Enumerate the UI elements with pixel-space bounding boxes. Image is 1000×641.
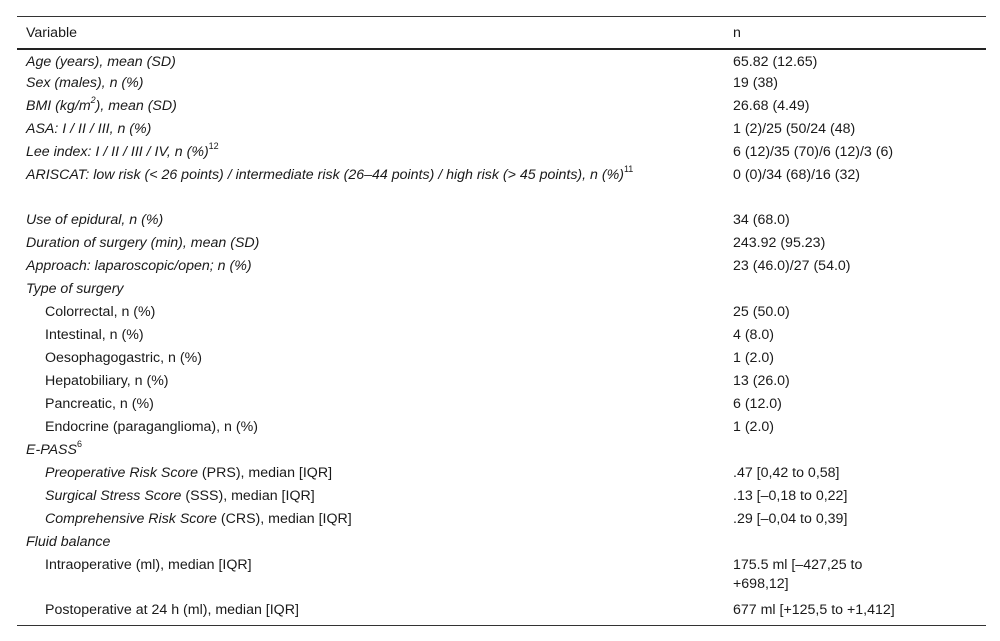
table-row	[17, 141, 986, 164]
row-value: 65.82 (12.65)	[733, 54, 818, 70]
row-label: Sex (males), n (%)	[26, 75, 144, 91]
row-value: 4 (8.0)	[733, 327, 775, 343]
section-label: E-PASS	[26, 442, 77, 458]
row-label: Age (years), mean (SD)	[26, 54, 176, 70]
row-label: Approach: laparoscopic/open; n (%)	[26, 258, 252, 274]
row-value: 243.92 (95.23)	[733, 235, 826, 251]
row-label: Lee index: I / II / III / IV, n (%)	[26, 144, 209, 160]
row-label: Intestinal, n (%)	[45, 327, 144, 343]
header-n: n	[724, 17, 986, 50]
row-label: Surgical Stress Score (SSS), median [IQR]	[45, 488, 315, 504]
row-value: 6 (12.0)	[733, 396, 782, 412]
table-header-row	[17, 17, 986, 50]
row-label: Colorrectal, n (%)	[45, 304, 156, 320]
row-value: 1 (2)/25 (50/24 (48)	[733, 121, 856, 137]
row-value: 175.5 ml [–427,25 to +698,12]	[733, 557, 863, 592]
table-row	[17, 554, 986, 599]
table-row	[17, 301, 986, 324]
table-row	[17, 370, 986, 393]
header-variable: Variable	[17, 17, 724, 50]
row-label: ARISCAT: low risk (< 26 points) / intermediate risk (26–44 points) / high risk (> 45 points), n (%)	[26, 167, 624, 183]
superscript: 2	[90, 95, 96, 106]
table-row	[17, 232, 986, 255]
row-value: 0 (0)/34 (68)/16 (32)	[733, 167, 860, 183]
row-label: Oesophagogastric, n (%)	[45, 350, 202, 366]
table-row	[17, 209, 986, 232]
row-label: BMI $(kg/m^2)$, mean (SD)	[26, 95, 177, 114]
section-label: Type of surgery	[26, 281, 124, 297]
table-row	[17, 462, 986, 485]
table-row	[17, 508, 986, 531]
characteristics-table	[17, 16, 986, 626]
row-value: 34 (68.0)	[733, 212, 790, 228]
table-row	[17, 599, 986, 625]
row-value: 25 (50.0)	[733, 304, 790, 320]
section-label: Fluid balance	[26, 534, 111, 550]
row-value: 19 (38)	[733, 75, 778, 91]
row-value: 1 (2.0)	[733, 350, 775, 366]
table-row	[17, 164, 986, 209]
row-value: .47 [0,42 to 0,58]	[733, 465, 840, 481]
section-row	[17, 531, 986, 554]
row-value: 1 (2.0)	[733, 419, 775, 435]
row-label: Postoperative at 24 h (ml), median [IQR]	[17, 599, 724, 625]
table-row	[17, 255, 986, 278]
row-label: Endocrine (paraganglioma), n (%)	[45, 419, 258, 435]
row-value: 677 ml [+125,5 to +1,412]	[724, 599, 986, 625]
row-value: 23 (46.0)/27 (54.0)	[733, 258, 851, 274]
row-value: 6 (12)/35 (70)/6 (12)/3 (6)	[733, 144, 894, 160]
row-label: Intraoperative (ml), median [IQR]	[45, 557, 252, 573]
row-label: ASA: I / II / III, n (%)	[26, 121, 152, 137]
table-row	[17, 95, 986, 118]
table-row	[17, 347, 986, 370]
row-label: Preoperative Risk Score (PRS), median [IQR]	[45, 465, 333, 481]
table-row	[17, 118, 986, 141]
row-value: 26.68 (4.49)	[733, 98, 810, 114]
row-value: .29 [–0,04 to 0,39]	[733, 511, 848, 527]
table-row	[17, 49, 986, 72]
citation-superscript: 12	[208, 141, 219, 152]
row-label: Comprehensive Risk Score (CRS), median [IQR]	[45, 511, 352, 527]
citation-superscript: 11	[623, 164, 634, 175]
row-value: .13 [–0,18 to 0,22]	[733, 488, 848, 504]
citation-superscript: 6	[77, 439, 83, 450]
row-label: Use of epidural, n (%)	[26, 212, 164, 228]
table-row	[17, 485, 986, 508]
table-row	[17, 416, 986, 439]
row-value: 13 (26.0)	[733, 373, 790, 389]
row-label: Duration of surgery (min), mean (SD)	[26, 235, 260, 251]
table-row	[17, 324, 986, 347]
row-label: Hepatobiliary, n (%)	[45, 373, 169, 389]
section-row	[17, 278, 986, 301]
table-row	[17, 72, 986, 95]
row-label: Pancreatic, n (%)	[45, 396, 154, 412]
table-row	[17, 393, 986, 416]
section-row	[17, 439, 986, 462]
